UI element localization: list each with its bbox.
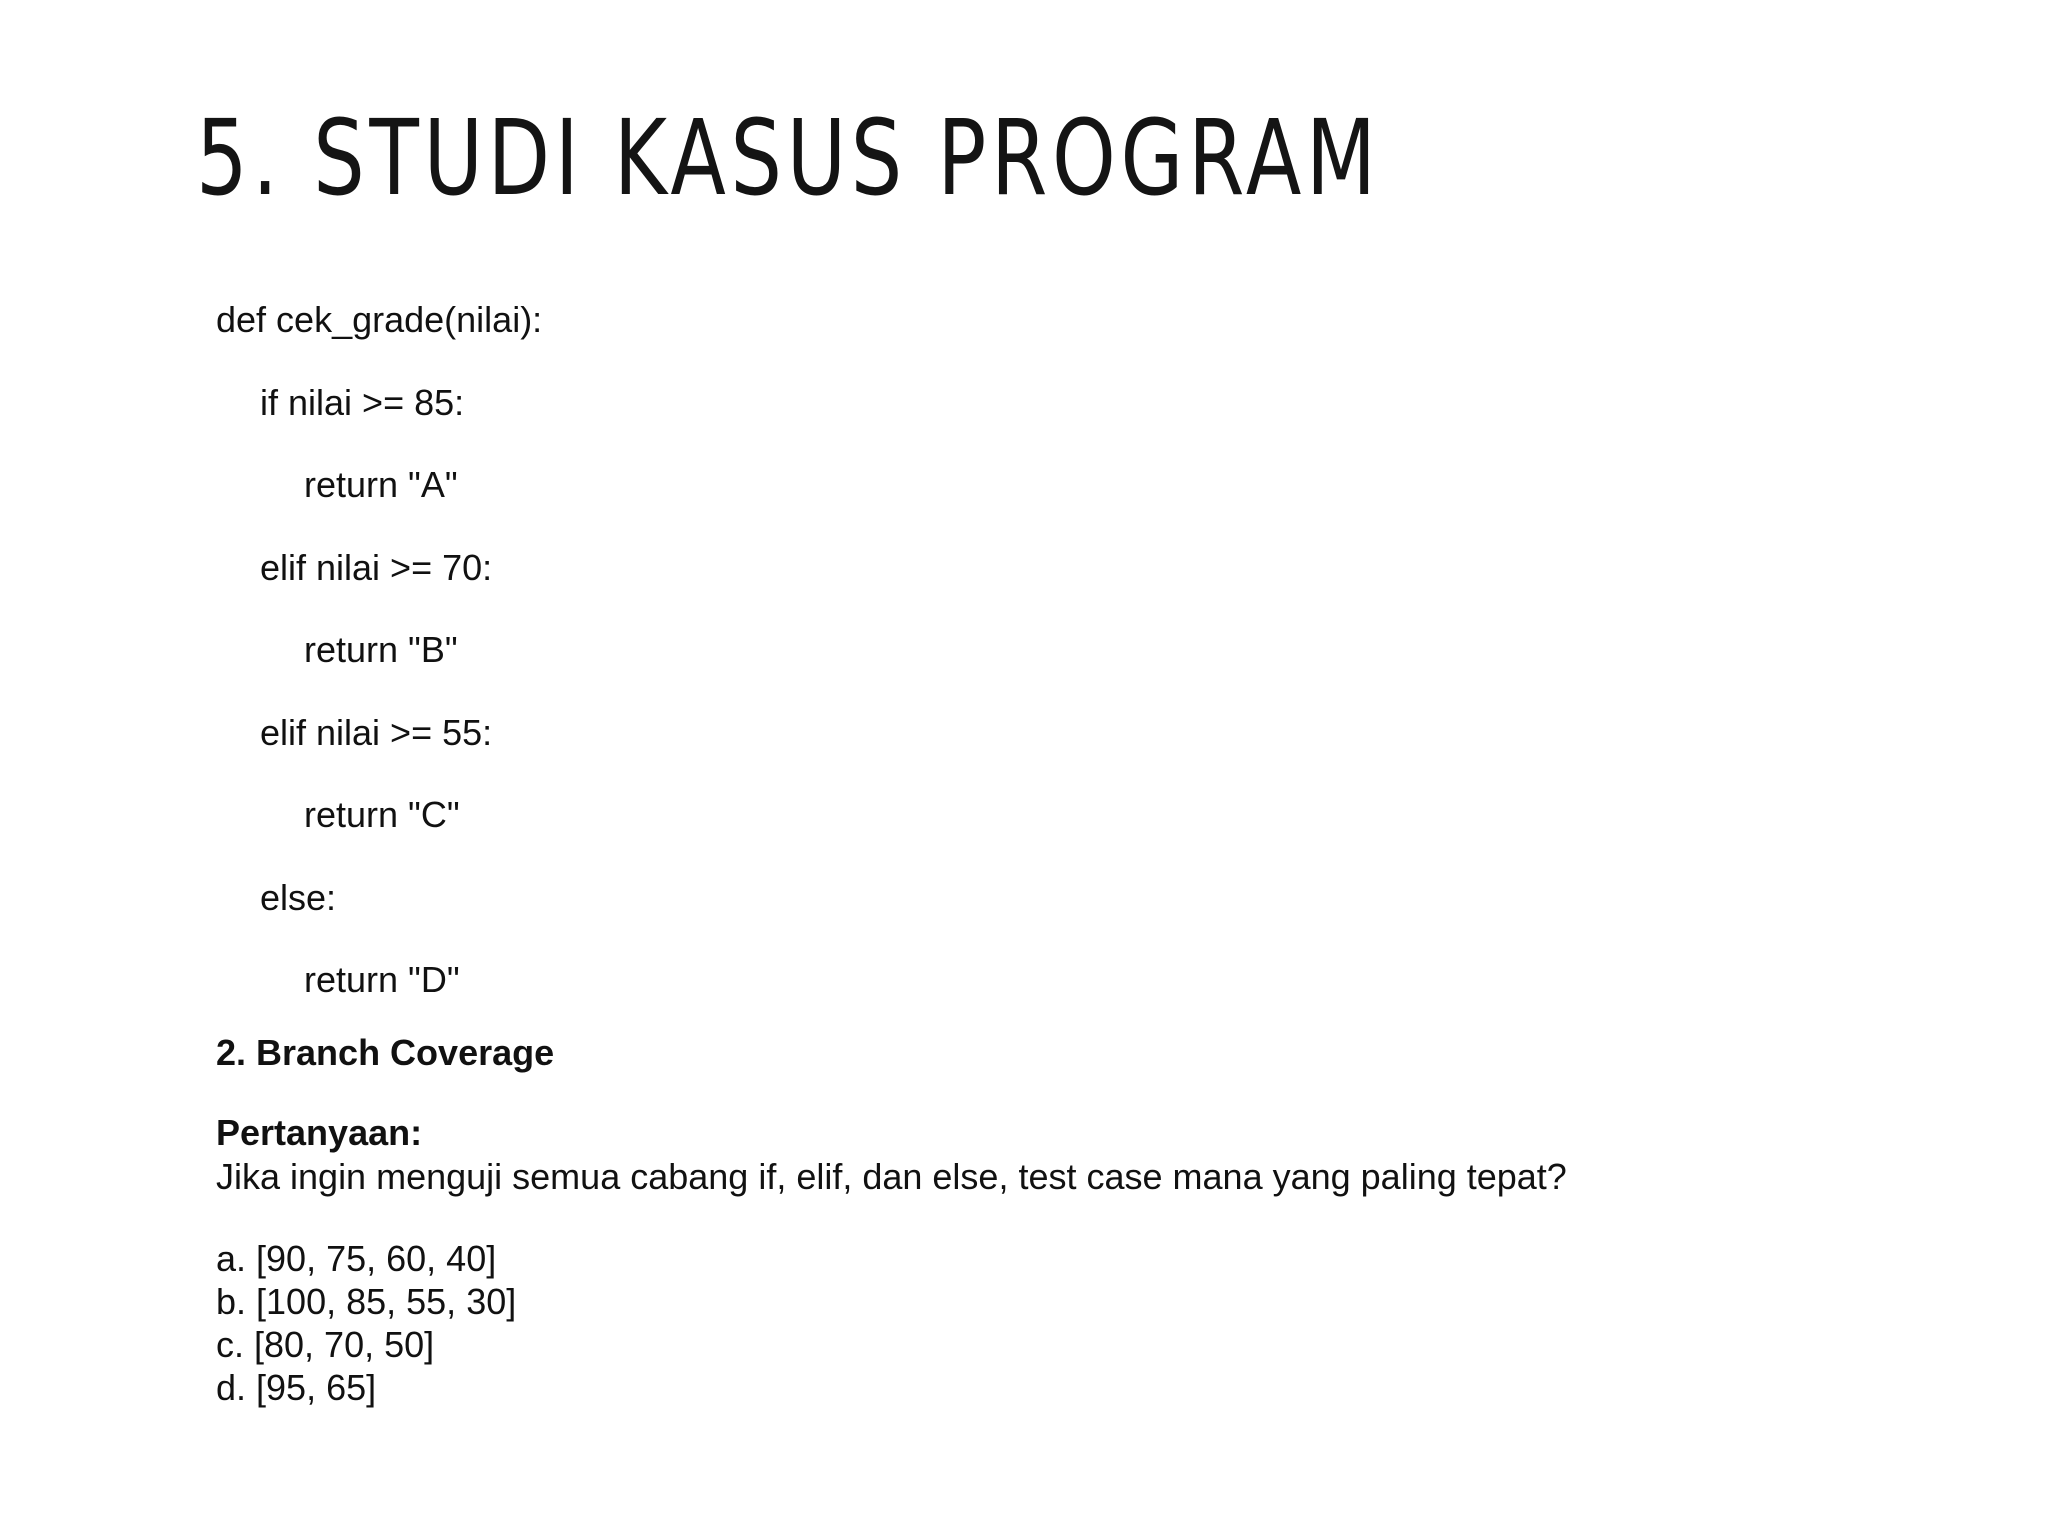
answer-option-c: c. [80, 70, 50] xyxy=(216,1323,435,1365)
code-line: return "D" xyxy=(304,959,460,1000)
section-heading: 2. Branch Coverage xyxy=(216,1031,555,1073)
answer-options xyxy=(216,1237,1916,1409)
answer-option-a: a. [90, 75, 60, 40] xyxy=(216,1237,497,1279)
code-line: elif nilai >= 70: xyxy=(260,546,493,588)
code-line: def cek_grade(nilai): xyxy=(216,299,543,340)
code-line: return "B" xyxy=(304,629,458,670)
question-label: Pertanyaan: xyxy=(216,1111,423,1153)
code-line: return "C" xyxy=(304,794,460,835)
answer-option-d: d. [95, 65] xyxy=(216,1366,377,1408)
code-line: return "A" xyxy=(304,464,458,505)
code-line: elif nilai >= 55: xyxy=(260,711,493,753)
code-block xyxy=(216,296,1916,1039)
code-line: if nilai >= 85: xyxy=(260,381,465,423)
answer-option-b: b. [100, 85, 55, 30] xyxy=(216,1280,517,1322)
code-line: else: xyxy=(260,876,337,918)
question-text: Jika ingin menguji semua cabang if, elif, dan else, test case mana yang paling tepat? xyxy=(216,1155,1567,1197)
slide-title: 5. STUDI KASUS PROGRAM xyxy=(196,97,1381,219)
slide-content xyxy=(216,296,1916,1409)
